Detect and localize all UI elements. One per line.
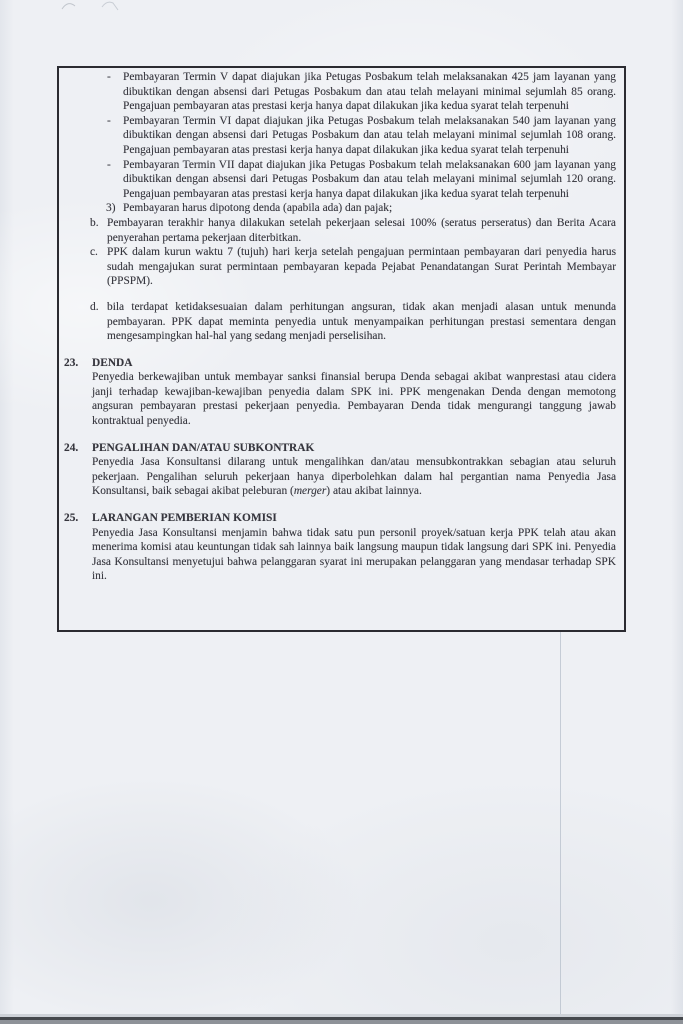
scan-edge-shadow [0,1020,683,1024]
section-denda [64,356,616,429]
merger-italic-term: merger [293,485,327,498]
list-item-b [90,216,616,245]
section-24-number: 24. [64,441,79,454]
item-c-text: PPK dalam kurun waktu 7 (tujuh) hari kerja setelah pengajuan permintaan pembayaran dari penyedia harus sudah mengajukan surat permintaan pembayaran kepada Pejabat Penandatangan Surat Perintah Membayar (PPSPM). [107,246,616,288]
section-25-title: LARANGAN PEMBERIAN KOMISI [92,512,277,525]
list-item-d [90,300,616,344]
list-item-termin-vi [107,114,616,158]
section-24-body [92,455,616,499]
section-pengalihan-subkontrak [64,441,616,499]
termin-vi-text: Pembayaran Termin VI dapat diajukan jika Petugas Posbakum telah melaksanakan 540 jam layanan yang dibuktikan dengan absensi dari Petugas Posbakum dan atau telah melayani minimal sejumlah 108 orang. Pengajuan pembayaran atas prestasi kerja hanya dapat dilakukan jika kedua syarat telah terpenuhi [123,114,616,156]
section-24-title: PENGALIHAN DAN/ATAU SUBKONTRAK [92,441,315,454]
section-23-body: Penyedia berkewajiban untuk membayar sanksi finansial berupa Denda sebagai akibat wanprestasi atau cidera janji terhadap kewajiban-kewajiban penyedia dalam SPK ini. PPK mengenakan Denda dengan memotong angsuran pembayaran prestasi pekerjaan penyedia. Pembayaran Denda tidak mengurangi tanggung jawab kontraktual penyedia. [92,371,616,428]
list-item-c [90,245,616,289]
section-25-number: 25. [64,512,79,525]
item-3-marker: 3) [106,202,116,215]
dash-bullet: - [107,158,111,171]
termin-vii-text: Pembayaran Termin VII dapat diajukan jika Petugas Posbakum telah melaksanakan 600 jam layanan yang dibuktikan dengan absensi dari Petugas Posbakum dan atau telah melayani minimal sejumlah 120 orang. Pengajuan pembayaran atas prestasi kerja hanya dapat dilakukan jika kedua syarat telah terpenuhi [123,158,616,200]
item-3-text: Pembayaran harus dipotong denda (apabila ada) dan pajak; [123,202,393,215]
list-item-3 [106,201,616,216]
section-23-number: 23. [64,356,79,369]
section-24-body-pre: Penyedia Jasa Konsultansi dilarang untuk mengalihkan dan/atau mensubkontrakkan sebagian atau seluruh pekerjaan. Pengalihan seluruh pekerjaan hanya diperbolehkan dalam hal pergantian nama Penyedia Jasa Konsultansi, baik sebagai akibat peleburan ( [92,456,616,498]
item-d-marker: d. [90,300,99,313]
section-larangan-komisi [64,511,616,584]
section-25-body: Penyedia Jasa Konsultansi menjamin bahwa tidak satu pun personil proyek/satuan kerja PPK telah atau akan menerima komisi atau keuntungan tidak sah lainnya baik langsung maupun tidak langsung dari SPK ini. Penyedia Jasa Konsultansi menyetujui bahwa pelanggaran syarat ini merupakan pelanggaran yang mendasar terhadap SPK ini. [92,526,616,583]
dash-bullet: - [107,114,111,127]
list-item-termin-v [107,70,616,114]
list-item-termin-vii [107,158,616,202]
item-c-marker: c. [90,246,98,259]
section-23-title: DENDA [92,356,133,369]
paper-crease-line [560,632,561,1024]
item-b-text: Pembayaran terakhir hanya dilakukan setelah pekerjaan selesai 100% (seratus perseratus) dan Berita Acara penyerahan pertama pekerjaan diterbitkan. [107,216,616,244]
termin-v-text: Pembayaran Termin V dapat diajukan jika Petugas Posbakum telah melaksanakan 425 jam layanan yang dibuktikan dengan absensi dari Petugas Posbakum dan atau telah melayani minimal sejumlah 85 orang. Pengajuan pembayaran atas prestasi kerja hanya dapat dilakukan jika kedua syarat telah terpenuhi [123,71,616,113]
pencil-scribble-mark [40,0,180,14]
item-d-text: bila terdapat ketidaksesuaian dalam perhitungan angsuran, tidak akan menjadi alasan untuk menunda pembayaran. PPK dapat meminta penyedia untuk menyampaikan perhitungan prestasi sementara dengan mengesampingkan hal-hal yang sedang menjadi perselisihan. [107,300,616,343]
item-b-marker: b. [90,216,99,229]
section-24-body-post: ) atau akibat lainnya. [326,485,422,498]
contract-clauses-box [57,66,626,632]
dash-bullet: - [107,71,111,83]
